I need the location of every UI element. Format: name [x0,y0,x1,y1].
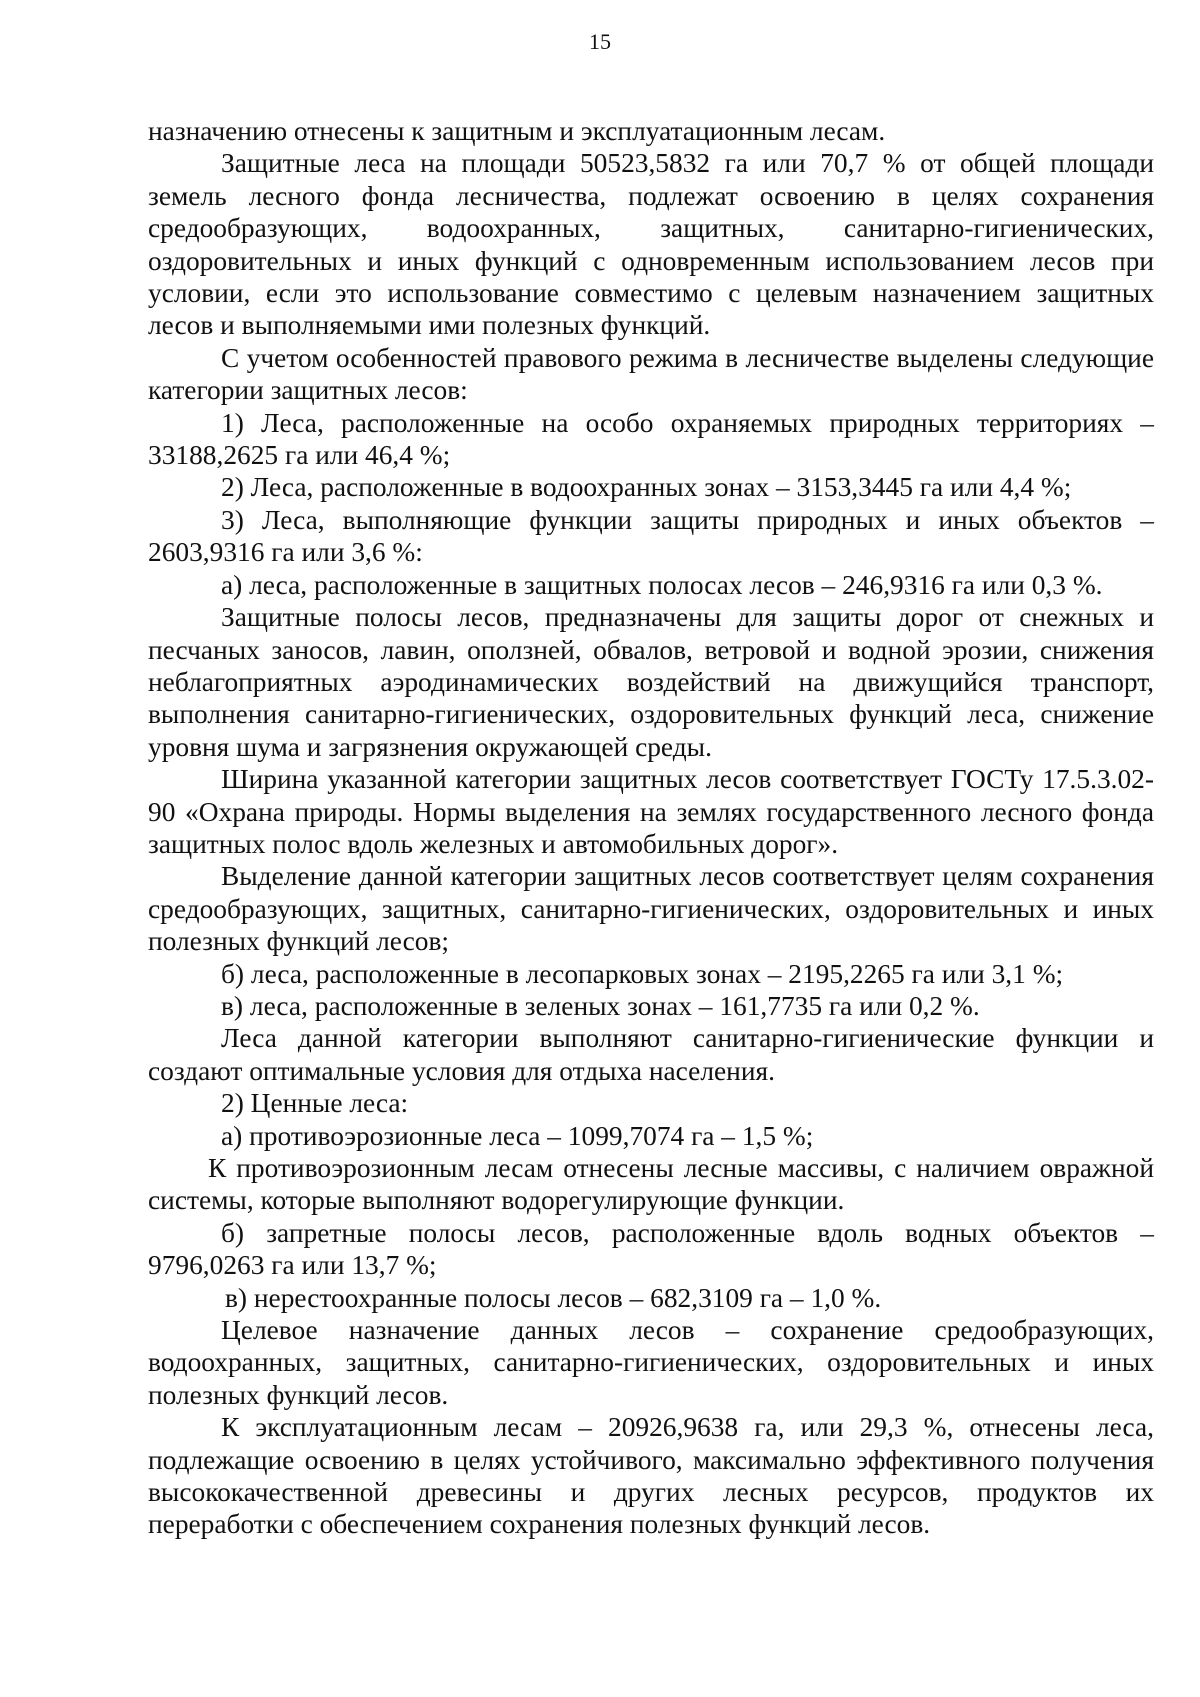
list-item-protected-areas: 1) Леса, расположенные на особо охраняемых природных территориях – 33188,2625 га или 46,4 %; [148,407,1154,471]
list-item-valuable-forests: 2) Ценные леса: [221,1088,409,1119]
paragraph-anti-erosion-description: К противоэрозионным лесам отнесены лесные массивы, с наличием овражной системы, которые выполняют водорегулирующие функции. [148,1153,1154,1216]
paragraph-continuation: назначению отнесены к защитным и эксплуатационным лесам. [148,116,886,146]
paragraph-protective-strips-purpose: Защитные полосы лесов, предназначены для защиты дорог от снежных и песчаных заносов, лавин, оползней, обвалов, ветровой и водной эрозии, снижения неблагоприятных аэродинамических воздействий на движущийся транспорт, выполнения санитарно-гигиенических, оздоровительных функций леса, снижение уровня шума и загрязнения окружающей среды. [148,602,1154,762]
list-item-restricted-strips: б) запретные полосы лесов, расположенные вдоль водных объектов – 9796,0263 га или 13,7 %; [148,1217,1154,1281]
paragraph-categories-intro: С учетом особенностей правового режима в лесничестве выделены следующие категории защитных лесов: [148,342,1154,406]
page-number: 15 [589,29,611,54]
list-item-anti-erosion-forests: а) противоэрозионные леса – 1099,7074 га – 1,5 %; [221,1120,814,1151]
paragraph-exploitation-forests: К эксплуатационным лесам – 20926,9638 га, или 29,3 %, отнесены леса, подлежащие освоению в целях устойчивого, максимально эффективного получения высококачественной древесины и других лесных ресурсов, продуктов их переработки с обеспечением сохранения полезных функций лесов. [148,1412,1154,1540]
paragraph-category-allocation: Выделение данной категории защитных лесов соответствует целям сохранения средообразующих, защитных, санитарно-гигиенических, оздоровительных и иных полезных функций лесов; [148,861,1154,957]
document-body [148,115,1154,1541]
paragraph-protective-forests-area: Защитные леса на площади 50523,5832 га или 70,7 % от общей площади земель лесного фонда лесничества, подлежат освоению в целях сохранения средообразующих, водоохранных, защитных, санитарно-гигиенических, оздоровительных и иных функций с одновременным использованием лесов при условии, если это использование совместимо с целевым назначением защитных лесов и выполняемыми ими полезных функций. [148,148,1154,341]
list-item-green-zones: в) леса, расположенные в зеленых зонах – 161,7735 га или 0,2 %. [221,990,980,1021]
list-item-water-protection-zones: 2) Леса, расположенные в водоохранных зонах – 3153,3445 га или 4,4 %; [221,472,1072,503]
list-item-forest-park-zones: б) леса, расположенные в лесопарковых зонах – 2195,2265 га или 3,1 %; [221,958,1064,989]
list-item-protective-strips: а) леса, расположенные в защитных полосах лесов – 246,9316 га или 0,3 %. [221,569,1103,600]
paragraph-gost-width: Ширина указанной категории защитных лесов соответствует ГОСТу 17.5.3.02-90 «Охрана природы. Нормы выделения на землях государственного лесного фонда защитных полос вдоль железных и автомобильных дорог». [148,764,1154,859]
list-item-spawning-protection-strips: в) нерестоохранные полосы лесов – 682,3109 га – 1,0 %. [225,1282,882,1313]
paragraph-sanitary-functions: Леса данной категории выполняют санитарно-гигиенические функции и создают оптимальные условия для отдыха населения. [148,1023,1154,1086]
paragraph-target-purpose: Целевое назначение данных лесов – сохранение средообразующих, водоохранных, защитных, санитарно-гигиенических, оздоровительных и иных полезных функций лесов. [148,1315,1154,1410]
list-item-protection-functions: 3) Леса, выполняющие функции защиты природных и иных объектов – 2603,9316 га или 3,6 %: [148,504,1154,568]
